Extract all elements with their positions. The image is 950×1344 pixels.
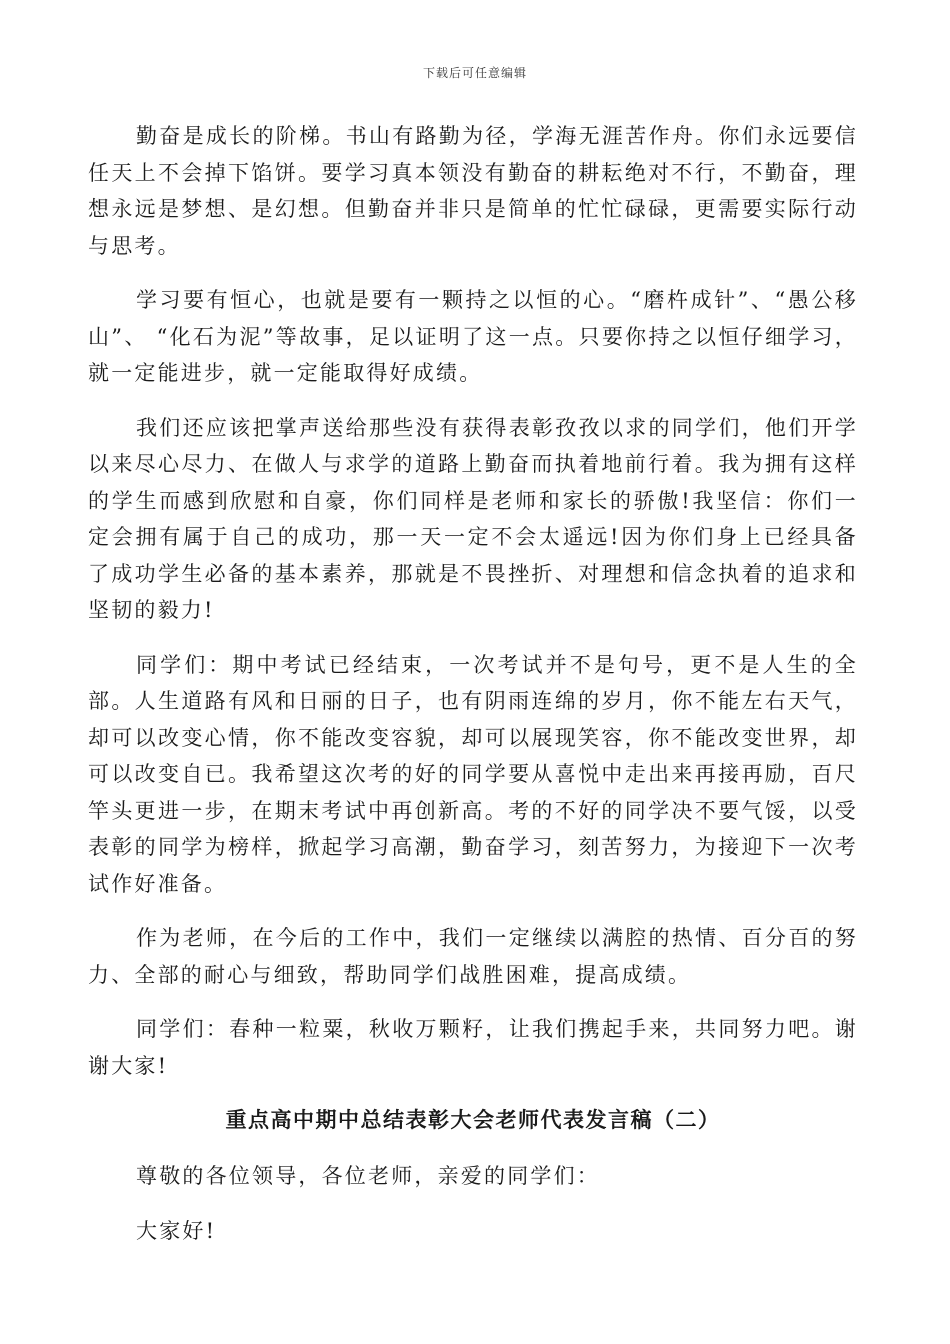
section-title: 重点高中期中总结表彰大会老师代表发言稿（二） xyxy=(225,1108,721,1132)
salutation: 尊敬的各位领导，各位老师，亲爱的同学们： xyxy=(136,1164,600,1188)
greeting: 大家好! xyxy=(136,1218,217,1243)
paragraph-applause: 我们还应该把掌声送给那些没有获得表彰孜孜以求的同学们，他们开学以来尽心尽力、在做人与求学的道路上勤奋而执着地前行着。我为拥有这样的学生而感到欣慰和自豪，你们同样是老师和家长的骄傲!我坚信：你们一定会拥有属于自己的成功，那一天一定不会太遥远!因为你们身上已经具备了成功学生必备的基本素养，那就是不畏挫折、对理想和信念执着的追求和坚韧的毅力! xyxy=(88,415,858,622)
paragraph-closing: 同学们：春种一粒粟，秋收万颗籽，让我们携起手来，共同努力吧。谢谢大家! xyxy=(88,1017,858,1078)
paragraph-teacher-pledge: 作为老师，在今后的工作中，我们一定继续以满腔的热情、百分百的努力、全部的耐心与细致，帮助同学们战胜困难，提高成绩。 xyxy=(88,926,858,987)
paragraph-perseverance: 学习要有恒心，也就是要有一颗持之以恒的心。“磨杵成针”、“愚公移山”、 “化石为泥”等故事，足以证明了这一点。只要你持之以恒仔细学习，就一定能进步，就一定能取得好成绩。 xyxy=(88,288,858,385)
document-body xyxy=(88,118,858,1267)
header-note: 下载后可任意编辑 xyxy=(422,66,527,80)
paragraph-diligence: 勤奋是成长的阶梯。书山有路勤为径，学海无涯苦作舟。你们永远要信任天上不会掉下馅饼。要学习真本领没有勤奋的耕耘绝对不行，不勤奋，理想永远是梦想、是幻想。但勤奋并非只是简单的忙忙碌碌，更需要实际行动与思考。 xyxy=(88,124,858,258)
paragraph-midterm: 同学们：期中考试已经结束，一次考试并不是句号，更不是人生的全部。人生道路有风和日丽的日子，也有阴雨连绵的岁月，你不能左右天气，却可以改变心情，你不能改变容貌，却可以展现笑容，你不能改变世界，却可以改变自已。我希望这次考的好的同学要从喜悦中走出来再接再励，百尺竿头更进一步，在期末考试中再创新高。考的不好的同学决不要气馁，以受表彰的同学为榜样，掀起学习高潮，勤奋学习，刻苦努力，为接迎下一次考试作好准备。 xyxy=(88,652,858,896)
